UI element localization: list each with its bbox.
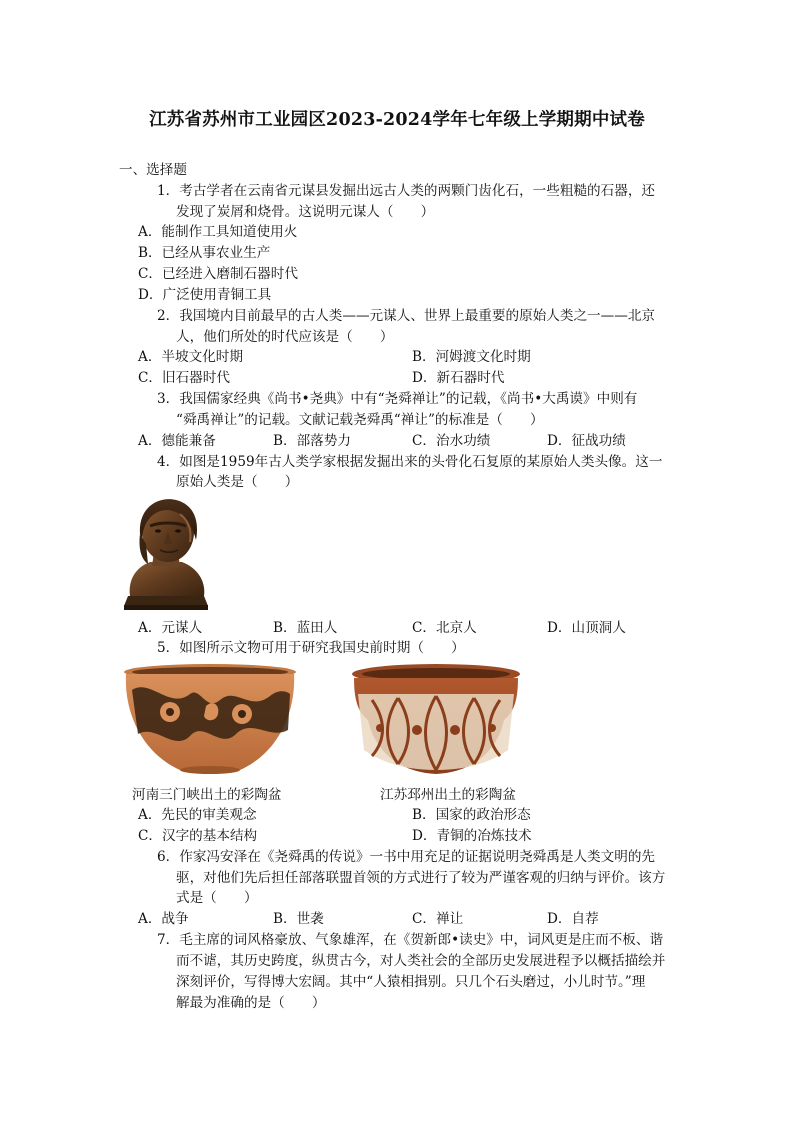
exam-title: 江苏省苏州市工业园区2023-2024学年七年级上学期期中试卷: [149, 110, 645, 130]
q7-stem-line1: 7．毛主席的词风格豪放、气象雄浑，在《贺新郎•读史》中，词风更是庄而不板、谐: [157, 932, 664, 948]
q1-option-b: B．已经从事农业生产: [138, 245, 271, 261]
q6-stem-line2: 驱，对他们先后担任部落联盟首领的方式进行了较为严谨客观的归纳与评价。该方: [176, 870, 666, 886]
q5-option-d: D．青铜的冶炼技术: [412, 828, 532, 844]
section-heading: 一、选择题: [119, 162, 187, 178]
primitive-man-bust-image: [120, 494, 212, 612]
q2-option-d: D．新石器时代: [412, 370, 505, 386]
q1-option-c: C．已经进入磨制石器时代: [138, 266, 298, 282]
q7-stem-line2: 而不谑，其历史跨度，纵贯古今，对人类社会的全部历史发展进程予以概括描绘并: [176, 953, 666, 969]
sanmenxia-basin-illustration: [120, 660, 300, 780]
caption-pizhou-basin: 江苏邳州出土的彩陶盆: [380, 787, 516, 803]
q3-option-a: A．德能兼备: [138, 433, 216, 449]
q2-option-c: C．旧石器时代: [138, 370, 230, 386]
q1-stem-line1: 1．考古学者在云南省元谋县发掘出远古人类的两颗门齿化石，一些粗糙的石器，还: [157, 183, 656, 199]
q4-stem-line2: 原始人类是（ ）: [176, 474, 299, 490]
pizhou-basin-illustration: [348, 660, 524, 782]
q1-option-a: A．能制作工具知道使用火: [138, 224, 298, 240]
q3-stem-line2: “舜禹禅让”的记载。文献记载尧舜禹“禅让”的标准是（ ）: [176, 412, 544, 428]
q3-option-d: D．征战功绩: [547, 433, 626, 449]
q3-option-b: B．部落势力: [273, 433, 351, 449]
pizhou-painted-basin-image: [348, 660, 524, 782]
q2-option-a: A．半坡文化时期: [138, 349, 243, 365]
sanmenxia-painted-basin-image: [120, 660, 300, 780]
q1-stem-line2: 发现了炭屑和烧骨。这说明元谋人（ ）: [176, 204, 435, 220]
q2-option-b: B．河姆渡文化时期: [412, 349, 531, 365]
q7-stem-line4: 解最为准确的是（ ）: [176, 995, 326, 1011]
q6-stem-line1: 6．作家冯安泽在《尧舜禹的传说》一书中用充足的证据说明尧舜禹是人类文明的先: [157, 849, 656, 865]
q1-option-d: D．广泛使用青铜工具: [138, 287, 272, 303]
q5-stem-line1: 5．如图所示文物可用于研究我国史前时期（ ）: [157, 640, 465, 656]
q6-option-b: B．世袭: [273, 911, 324, 927]
q4-option-a: A．元谋人: [138, 620, 203, 636]
q2-stem-line1: 2．我国境内目前最早的古人类——元谋人、世界上最重要的原始人类之一——北京: [157, 308, 656, 324]
q4-stem-line1: 4．如图是1959年古人类学家根据发掘出来的头骨化石复原的某原始人类头像。这一: [157, 454, 663, 470]
q5-option-b: B．国家的政治形态: [412, 807, 531, 823]
q6-option-d: D．自荐: [547, 911, 599, 927]
caption-sanmenxia-basin: 河南三门峡出土的彩陶盆: [132, 787, 282, 803]
q6-option-c: C．禅让: [412, 911, 464, 927]
q4-option-c: C．北京人: [412, 620, 477, 636]
q6-stem-line3: 式是（ ）: [176, 890, 258, 906]
q6-option-a: A．战争: [138, 911, 189, 927]
q5-option-c: C．汉字的基本结构: [138, 828, 258, 844]
q4-option-b: B．蓝田人: [273, 620, 338, 636]
q7-stem-line3: 深刻评价，写得博大宏阔。其中“人猿相揖别。只几个石头磨过，小儿时节。”理: [176, 974, 646, 990]
q5-option-a: A．先民的审美观念: [138, 807, 257, 823]
q4-option-d: D．山顶洞人: [547, 620, 626, 636]
q3-stem-line1: 3．我国儒家经典《尚书•尧典》中有“尧舜禅让”的记载，《尚书•大禹谟》中则有: [157, 391, 638, 407]
bust-illustration: [120, 494, 212, 612]
q3-option-c: C．治水功绩: [412, 433, 491, 449]
q2-stem-line2: 人，他们所处的时代应该是（ ）: [176, 329, 394, 345]
